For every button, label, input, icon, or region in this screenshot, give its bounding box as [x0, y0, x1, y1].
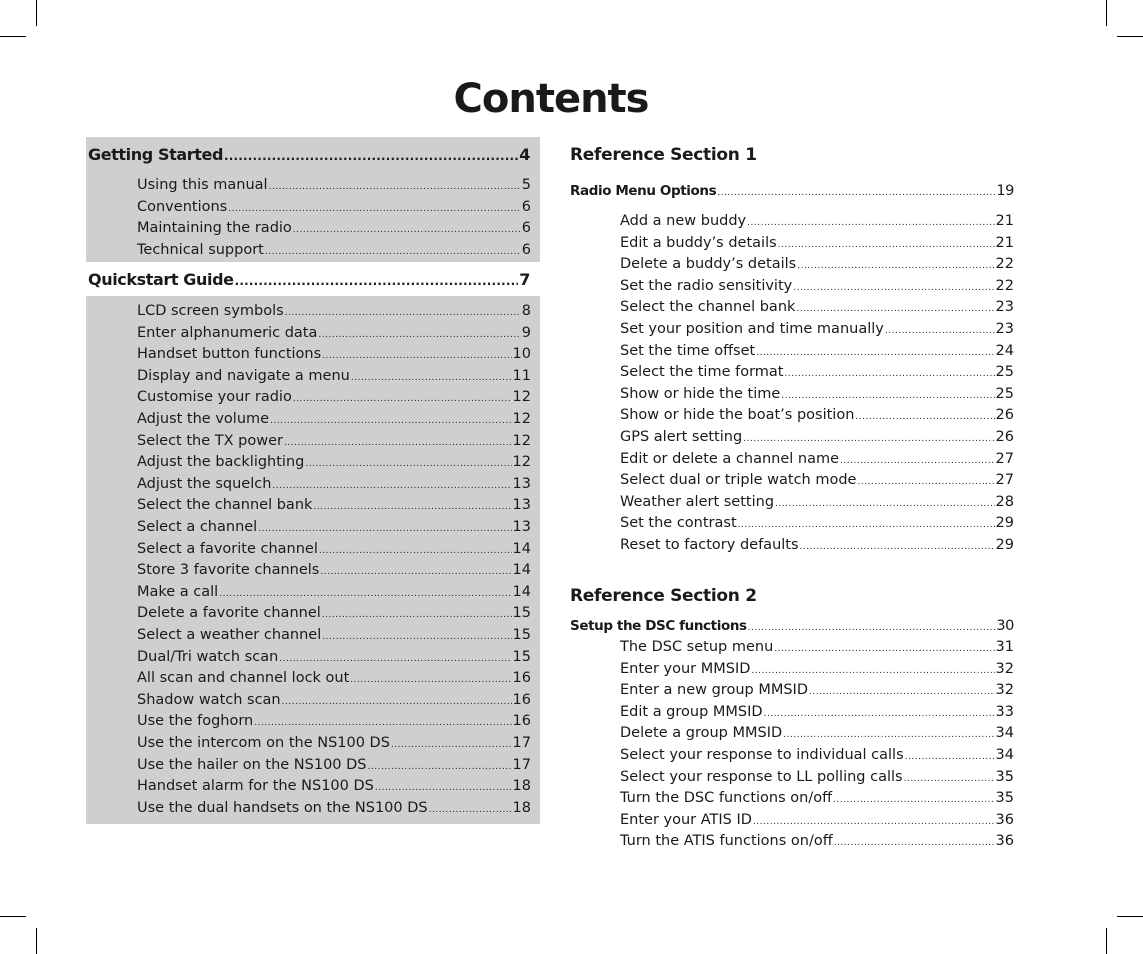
toc-entry-page: 26	[995, 407, 1014, 424]
dot-leader	[293, 389, 512, 411]
toc-entry-label: Reset to factory defaults	[620, 537, 799, 553]
toc-entry-page: 12	[512, 432, 531, 449]
toc-entry-page: 36	[995, 833, 1014, 850]
toc-entry-label: Select your response to individual calls	[620, 747, 904, 763]
toc-entry-label: Edit a buddy’s details	[620, 234, 777, 251]
toc-entry-page: 13	[512, 475, 531, 492]
toc-entry[interactable]	[137, 452, 531, 474]
toc-entry-page: 15	[512, 627, 531, 643]
toc-entry-label: Select dual or triple watch mode	[620, 472, 857, 489]
dot-leader	[747, 213, 994, 235]
toc-entry[interactable]	[620, 362, 1014, 384]
toc-entry-page: 15	[512, 648, 531, 665]
toc-entry-page: 34	[995, 725, 1014, 742]
toc-heading-quickstart[interactable]	[88, 269, 530, 291]
toc-entry-label: Adjust the backlighting	[137, 454, 305, 471]
crop-mark	[0, 36, 26, 37]
toc-entry[interactable]	[620, 831, 1014, 853]
toc-entry-page: 32	[995, 682, 1014, 699]
dot-leader	[305, 454, 511, 476]
dot-leader	[285, 303, 521, 325]
dot-leader	[235, 271, 519, 293]
dot-leader	[272, 476, 511, 498]
toc-entry[interactable]	[620, 384, 1014, 406]
toc-entry-label: Adjust the squelch	[137, 475, 272, 492]
toc-entry-label: Adjust the volume	[137, 411, 270, 427]
toc-entry-label: Enter your MMSID	[620, 660, 751, 677]
dot-leader	[778, 235, 995, 257]
toc-entry-label: Select your response to LL polling calls	[620, 768, 903, 785]
toc-entry-page: 27	[995, 450, 1014, 467]
toc-entry-page: 13	[512, 497, 531, 514]
dot-leader	[254, 713, 511, 735]
toc-entry[interactable]	[620, 745, 1014, 767]
dot-leader	[219, 584, 511, 606]
dot-leader	[224, 146, 518, 168]
toc-entry-label: Set your position and time manually	[620, 321, 884, 337]
toc-entry-page: 12	[512, 411, 531, 427]
toc-entry-page: 6	[521, 220, 531, 237]
toc-entry[interactable]	[620, 767, 1014, 789]
toc-entry-label: Select a channel	[137, 519, 258, 535]
toc-entry[interactable]	[137, 625, 531, 647]
toc-entry-page: 11	[512, 367, 531, 384]
toc-entry-page: 27	[995, 472, 1014, 489]
dot-leader	[800, 537, 995, 559]
toc-entry[interactable]	[137, 323, 531, 345]
toc-entry-page: 18	[512, 799, 531, 816]
dot-leader	[774, 639, 994, 661]
toc-entry-page: 35	[995, 790, 1014, 807]
toc-entry-page: 8	[521, 303, 531, 319]
dot-leader	[904, 769, 995, 791]
dot-leader	[756, 343, 994, 365]
toc-entry-page: 33	[995, 703, 1014, 720]
dot-leader	[905, 747, 995, 769]
toc-entry-label: Use the foghorn	[137, 713, 254, 730]
toc-entry[interactable]	[137, 344, 531, 366]
toc-entry-page: 28	[995, 493, 1014, 510]
dot-leader	[781, 386, 994, 408]
toc-entry[interactable]	[137, 474, 531, 496]
toc-entry-page: 16	[512, 713, 531, 730]
toc-entry-page: 9	[521, 324, 531, 341]
toc-entry-label: Select the TX power	[137, 432, 283, 449]
toc-entry-page: 16	[512, 691, 531, 708]
toc-entry[interactable]	[620, 470, 1014, 492]
dot-leader	[320, 562, 511, 584]
toc-entry-label: Conventions	[137, 198, 228, 215]
toc-entry[interactable]	[137, 366, 531, 388]
dot-leader	[313, 497, 511, 519]
dot-leader	[391, 735, 512, 757]
dot-leader	[265, 242, 521, 264]
toc-heading-radio-menu-options[interactable]	[570, 181, 1014, 203]
toc-entry-label: LCD screen symbols	[137, 303, 284, 319]
crop-mark	[36, 928, 37, 954]
toc-entry[interactable]	[620, 513, 1014, 535]
crop-mark	[1117, 36, 1143, 37]
dot-leader	[834, 833, 995, 855]
toc-entry[interactable]	[620, 702, 1014, 724]
toc-entry[interactable]	[137, 495, 531, 517]
dot-leader	[319, 541, 512, 563]
toc-entry[interactable]	[137, 668, 531, 690]
toc-entry[interactable]	[620, 723, 1014, 745]
toc-entry-page: 12	[512, 389, 531, 406]
toc-entry-label: Using this manual	[137, 177, 268, 193]
toc-entry[interactable]	[137, 431, 531, 453]
dot-leader	[857, 472, 994, 494]
toc-heading-label: Quickstart Guide	[88, 270, 234, 289]
toc-entry-page: 14	[512, 562, 531, 579]
toc-entry-page: 12	[512, 454, 531, 471]
toc-entry-label: Store 3 favorite channels	[137, 562, 320, 579]
dot-leader	[833, 790, 994, 812]
dot-leader	[793, 278, 994, 300]
reference-section-2-title: Reference Section 2	[570, 586, 757, 606]
toc-entry[interactable]	[620, 680, 1014, 702]
dot-leader	[751, 661, 994, 683]
toc-entry-label: Use the dual handsets on the NS100 DS	[137, 799, 428, 816]
toc-entry-page: 22	[995, 256, 1014, 273]
toc-entry-label: Make a call	[137, 583, 219, 600]
toc-entry-label: GPS alert setting	[620, 429, 743, 445]
dot-leader	[717, 183, 995, 205]
toc-entry[interactable]	[137, 711, 531, 733]
toc-entry-page: 29	[995, 515, 1014, 532]
toc-entry[interactable]	[620, 276, 1014, 298]
toc-entry[interactable]	[137, 733, 531, 755]
toc-entry-page: 31	[995, 639, 1014, 655]
toc-entry-label: The DSC setup menu	[620, 639, 774, 655]
toc-entry[interactable]	[620, 405, 1014, 427]
toc-heading-page: 4	[519, 145, 530, 164]
toc-entry-page: 21	[995, 213, 1014, 229]
toc-entry-label: Select the channel bank	[620, 299, 796, 316]
toc-entry[interactable]	[137, 175, 531, 197]
reference-section-1-title: Reference Section 1	[570, 145, 757, 165]
toc-entry-label: Select the channel bank	[137, 497, 313, 514]
toc-entry-label: Customise your radio	[137, 389, 292, 406]
toc-entry-label: Technical support	[137, 241, 264, 258]
toc-entry-label: Use the intercom on the NS100 DS	[137, 735, 390, 751]
dot-leader	[322, 605, 512, 627]
toc-entry-page: 29	[995, 537, 1014, 553]
toc-entry-label: Delete a group MMSID	[620, 725, 783, 742]
toc-entry[interactable]	[137, 582, 531, 604]
toc-entry[interactable]	[620, 297, 1014, 319]
toc-heading-label: Radio Menu Options	[570, 183, 717, 199]
toc-entry[interactable]	[620, 319, 1014, 341]
dot-leader	[797, 256, 994, 278]
toc-entry[interactable]	[137, 647, 531, 669]
dot-leader	[270, 411, 511, 433]
dot-leader	[855, 407, 994, 429]
toc-entry-label: Turn the DSC functions on/off	[620, 790, 833, 807]
dot-leader	[809, 682, 995, 704]
toc-entry-label: Set the time offset	[620, 342, 756, 359]
toc-entry-label: Select the time format	[620, 364, 784, 381]
toc-entry[interactable]	[137, 690, 531, 712]
page-title: Contents	[453, 76, 649, 122]
toc-entry[interactable]	[620, 449, 1014, 471]
dot-leader	[284, 433, 512, 455]
crop-mark	[0, 916, 26, 917]
toc-entry[interactable]	[137, 218, 531, 240]
dot-leader	[322, 346, 511, 368]
toc-entry[interactable]	[137, 409, 531, 431]
dot-leader	[258, 519, 511, 541]
dot-leader	[764, 704, 995, 726]
toc-entry-page: 13	[512, 519, 531, 535]
toc-entry-page: 22	[995, 277, 1014, 294]
toc-entry-page: 14	[512, 583, 531, 600]
toc-entry-label: Display and navigate a menu	[137, 367, 350, 384]
toc-entry-label: Show or hide the boat’s position	[620, 407, 855, 424]
toc-entry-label: Weather alert setting	[620, 493, 775, 510]
dot-leader	[753, 812, 995, 834]
dot-leader	[785, 364, 995, 386]
toc-entry[interactable]	[620, 492, 1014, 514]
toc-entry[interactable]	[620, 788, 1014, 810]
toc-heading-label: Setup the DSC functions	[570, 618, 747, 634]
toc-entry[interactable]	[137, 387, 531, 409]
toc-entry-page: 16	[512, 670, 531, 687]
toc-entry-page: 23	[995, 321, 1014, 337]
toc-entry-label: Enter alphanumeric data	[137, 324, 318, 341]
toc-entry-label: Enter a new group MMSID	[620, 682, 808, 699]
toc-entry-label: Delete a favorite channel	[137, 605, 321, 622]
toc-entry-label: Handset button functions	[137, 346, 322, 363]
toc-entry-page: 25	[995, 385, 1014, 402]
toc-entry[interactable]	[137, 301, 531, 323]
dot-leader	[738, 515, 995, 537]
toc-entry-label: Shadow watch scan	[137, 691, 281, 708]
toc-entry[interactable]	[620, 535, 1014, 557]
toc-entry-page: 6	[521, 198, 531, 215]
crop-mark	[1106, 928, 1107, 954]
toc-entry-label: Select a weather channel	[137, 627, 322, 643]
toc-entry-label: Edit or delete a channel name	[620, 450, 840, 467]
dot-leader	[351, 368, 512, 390]
toc-entry[interactable]	[620, 341, 1014, 363]
dot-leader	[279, 649, 511, 671]
toc-entry[interactable]	[137, 755, 531, 777]
toc-entry[interactable]	[137, 776, 531, 798]
toc-entry-label: Enter your ATIS ID	[620, 811, 752, 828]
toc-entry-label: Turn the ATIS functions on/off	[620, 833, 833, 850]
toc-entry-label: All scan and channel lock out	[137, 670, 350, 687]
crop-mark	[36, 0, 37, 26]
crop-mark	[1106, 0, 1107, 26]
dot-leader	[228, 199, 521, 221]
toc-heading-setup-dsc[interactable]	[570, 616, 1014, 638]
toc-entry-page: 26	[995, 429, 1014, 445]
toc-entry-page: 21	[995, 234, 1014, 251]
toc-heading-page: 7	[519, 270, 530, 289]
toc-entry-label: Select a favorite channel	[137, 540, 318, 557]
toc-entry-label: Show or hide the time	[620, 385, 781, 402]
toc-entry-label: Maintaining the radio	[137, 220, 292, 237]
dot-leader	[293, 220, 521, 242]
toc-entry-label: Set the contrast	[620, 515, 737, 532]
toc-entry[interactable]	[137, 798, 531, 820]
toc-entry[interactable]	[137, 197, 531, 219]
toc-entry-page: 14	[512, 540, 531, 557]
toc-entry[interactable]	[620, 427, 1014, 449]
toc-entry[interactable]	[620, 254, 1014, 276]
toc-entry-page: 15	[512, 605, 531, 622]
toc-entry-page: 23	[995, 299, 1014, 316]
dot-leader	[282, 692, 512, 714]
toc-entry[interactable]	[620, 211, 1014, 233]
dot-leader	[743, 429, 994, 451]
toc-entry-page: 18	[512, 778, 531, 795]
toc-entry[interactable]	[137, 517, 531, 539]
dot-leader	[269, 177, 521, 199]
toc-entry-label: Handset alarm for the NS100 DS	[137, 778, 374, 795]
toc-entry-page: 17	[512, 735, 531, 751]
toc-entry[interactable]	[620, 810, 1014, 832]
toc-entry-page: 10	[512, 346, 531, 363]
crop-mark	[1117, 916, 1143, 917]
toc-entry-page: 17	[512, 756, 531, 773]
toc-entry[interactable]	[620, 233, 1014, 255]
toc-entry[interactable]	[137, 603, 531, 625]
toc-entry[interactable]	[137, 240, 531, 262]
dot-leader	[350, 670, 511, 692]
toc-entry-page: 25	[995, 364, 1014, 381]
dot-leader	[840, 451, 995, 473]
toc-entry-page: 24	[995, 342, 1014, 359]
toc-entry-label: Delete a buddy’s details	[620, 256, 797, 273]
dot-leader	[783, 725, 994, 747]
dot-leader	[375, 778, 512, 800]
dot-leader	[796, 299, 994, 321]
toc-entry-label: Edit a group MMSID	[620, 703, 763, 720]
toc-entry-page: 5	[521, 177, 531, 193]
dot-leader	[318, 325, 520, 347]
toc-entry-page: 32	[995, 660, 1014, 677]
toc-heading-page: 30	[996, 618, 1014, 634]
toc-entry-page: 34	[995, 747, 1014, 763]
dot-leader	[885, 321, 995, 343]
toc-entry-page: 6	[521, 241, 531, 258]
toc-entry[interactable]	[137, 560, 531, 582]
toc-entry-label: Add a new buddy	[620, 213, 747, 229]
toc-entry-label: Use the hailer on the NS100 DS	[137, 756, 367, 773]
toc-heading-getting-started[interactable]	[88, 144, 530, 166]
toc-entry-page: 36	[995, 811, 1014, 828]
toc-entry-label: Dual/Tri watch scan	[137, 648, 279, 665]
toc-heading-label: Getting Started	[88, 145, 223, 164]
toc-entry[interactable]	[620, 659, 1014, 681]
dot-leader	[368, 757, 512, 779]
dot-leader	[429, 800, 512, 822]
dot-leader	[775, 494, 995, 516]
toc-entry[interactable]	[137, 539, 531, 561]
toc-entry-label: Set the radio sensitivity	[620, 277, 793, 294]
toc-entry[interactable]	[620, 637, 1014, 659]
toc-entry-page: 35	[995, 768, 1014, 785]
dot-leader	[322, 627, 511, 649]
toc-heading-page: 19	[996, 183, 1014, 199]
